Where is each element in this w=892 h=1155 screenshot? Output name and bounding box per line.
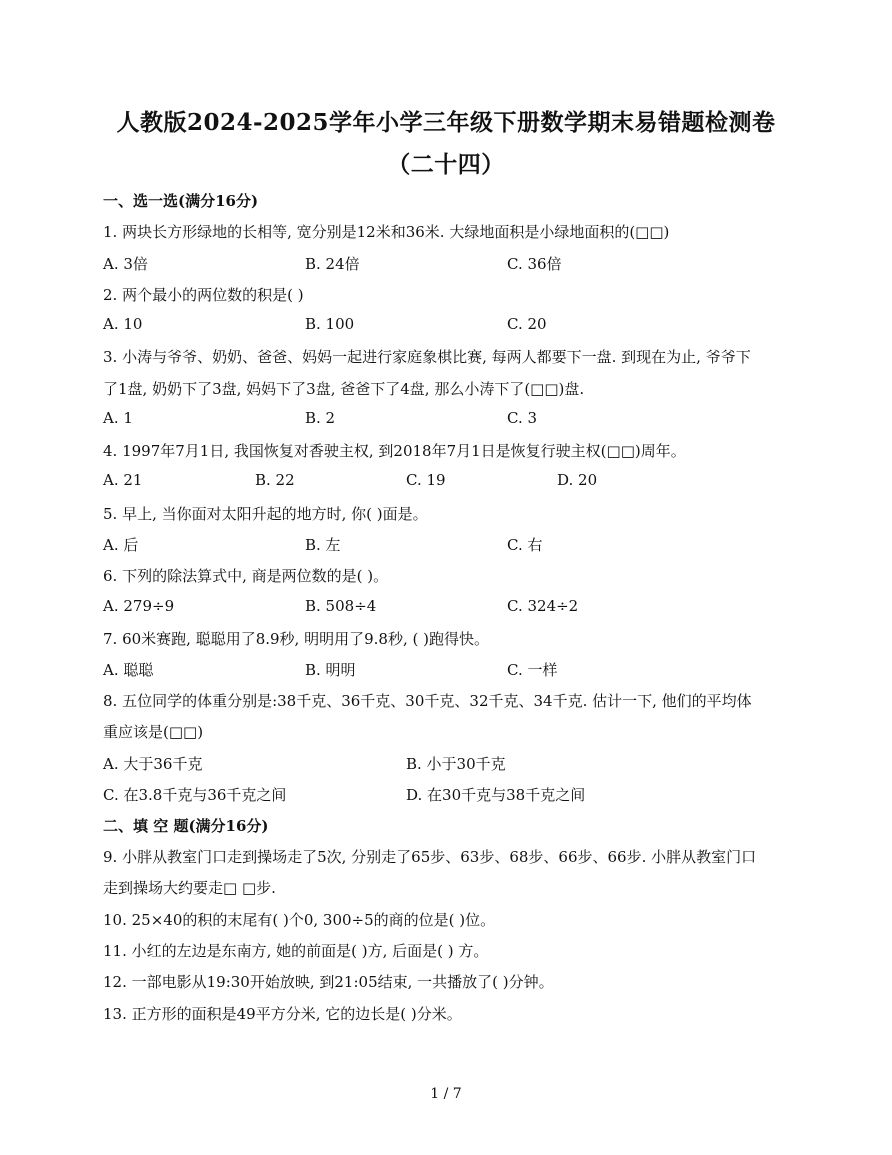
q1-option-c: C. 36倍 <box>507 255 562 273</box>
question-8-line-2: 重应该是(□□) <box>103 723 204 741</box>
q6-option-b: B. 508÷4 <box>305 597 377 615</box>
q2-option-c: C. 20 <box>507 315 547 333</box>
q8-option-b: B. 小于30千克 <box>406 755 506 773</box>
q4-option-a: A. 21 <box>103 471 143 489</box>
question-4: 4. 1997年7月1日, 我国恢复对香驶主权, 到2018年7月1日是恢复行驶主权(□□)周年。 <box>103 442 686 460</box>
q1-option-b: B. 24倍 <box>305 255 360 273</box>
q7-option-b: B. 明明 <box>305 661 356 679</box>
question-11: 11. 小红的左边是东南方, 她的前面是( )方, 后面是( ) 方。 <box>103 942 489 960</box>
q7-option-c: C. 一样 <box>507 661 558 679</box>
title-line-1: 人教版2024-2025学年小学三年级下册数学期末易错题检测卷 <box>116 109 776 136</box>
q4-option-d: D. 20 <box>557 471 598 489</box>
q4-option-b: B. 22 <box>255 471 295 489</box>
q8-option-a: A. 大于36千克 <box>103 755 203 773</box>
q4-option-c: C. 19 <box>406 471 446 489</box>
q2-option-b: B. 100 <box>305 315 355 333</box>
question-1: 1. 两块长方形绿地的长相等, 宽分别是12米和36米. 大绿地面积是小绿地面积的(□□) <box>103 223 670 241</box>
question-3-line-2: 了1盘, 奶奶下了3盘, 妈妈下了3盘, 爸爸下了4盘, 那么小涛下了(□□)盘. <box>103 380 585 398</box>
q3-option-c: C. 3 <box>507 409 538 427</box>
q3-option-a: A. 1 <box>103 409 133 427</box>
q2-option-a: A. 10 <box>103 315 143 333</box>
question-9-line-2: 走到操场大约要走□ □步. <box>103 879 276 897</box>
page-number: 1 / 7 <box>430 1086 462 1102</box>
question-3-line-1: 3. 小涛与爷爷、奶奶、爸爸、妈妈一起进行家庭象棋比赛, 每两人都要下一盘. 到现在为止, 爷爷下 <box>103 348 751 366</box>
title-line-2: （二十四） <box>387 151 505 178</box>
question-5: 5. 早上, 当你面对太阳升起的地方时, 你( )面是。 <box>103 505 428 523</box>
question-13: 13. 正方形的面积是49平方分米, 它的边长是( )分米。 <box>103 1005 462 1023</box>
q6-option-c: C. 324÷2 <box>507 597 579 615</box>
q8-option-d: D. 在30千克与38千克之间 <box>406 786 586 804</box>
q7-option-a: A. 聪聪 <box>103 661 154 679</box>
q8-option-c: C. 在3.8千克与36千克之间 <box>103 786 287 804</box>
question-8-line-1: 8. 五位同学的体重分别是:38千克、36千克、30千克、32千克、34千克. 估计一下, 他们的平均体 <box>103 692 752 710</box>
q3-option-b: B. 2 <box>305 409 336 427</box>
question-6: 6. 下列的除法算式中, 商是两位数的是( )。 <box>103 567 389 585</box>
question-7: 7. 60米赛跑, 聪聪用了8.9秒, 明明用了9.8秒, ( )跑得快。 <box>103 630 489 648</box>
section-2-heading: 二、填 空 题(满分16分) <box>103 817 269 835</box>
q5-option-a: A. 后 <box>103 536 139 554</box>
q5-option-b: B. 左 <box>305 536 341 554</box>
question-2: 2. 两个最小的两位数的积是( ) <box>103 286 304 304</box>
question-9-line-1: 9. 小胖从教室门口走到操场走了5次, 分别走了65步、63步、68步、66步、66步. 小胖从教室门口 <box>103 848 757 866</box>
section-1-heading: 一、选一选(满分16分) <box>103 192 259 210</box>
q6-option-a: A. 279÷9 <box>103 597 175 615</box>
q5-option-c: C. 右 <box>507 536 543 554</box>
question-12: 12. 一部电影从19:30开始放映, 到21:05结束, 一共播放了( )分钟。 <box>103 973 554 991</box>
question-10: 10. 25×40的积的末尾有( )个0, 300÷5的商的位是( )位。 <box>103 911 496 929</box>
q1-option-a: A. 3倍 <box>103 255 148 273</box>
